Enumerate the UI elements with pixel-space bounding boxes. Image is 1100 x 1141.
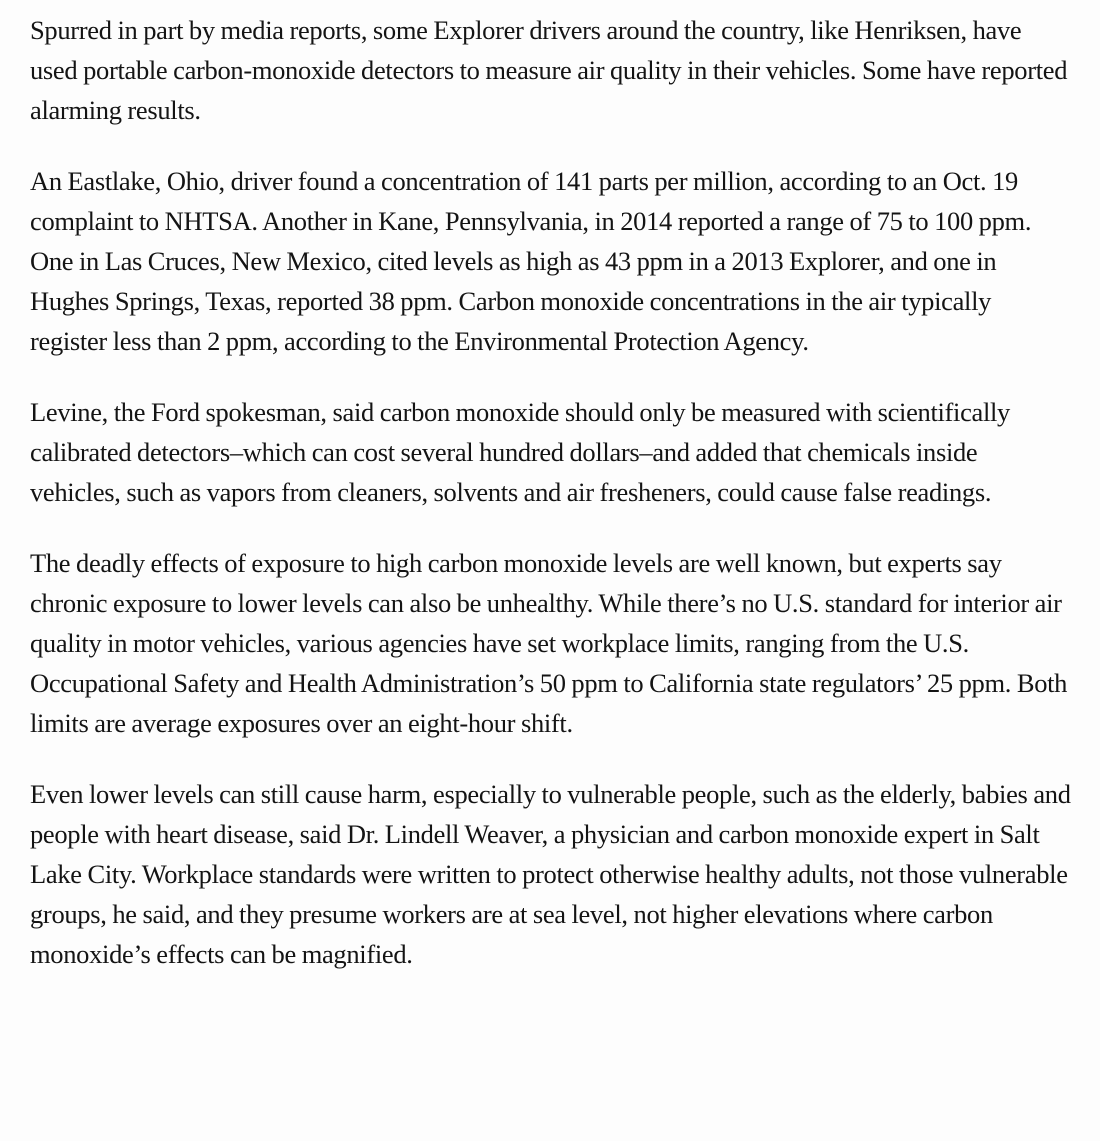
paragraph-vulnerable-groups: Even lower levels can still cause harm, especially to vulnerable people, such as the elderly, babies and people with heart disease, said Dr. Lindell Weaver, a physician and carbon monoxide expert in Salt Lake City. Workplace standards were written to protect otherwise healthy adults, not those vulnerable groups, he said, and they presume workers are at sea level, not higher elevations where carbon monoxide’s effects can be magnified. (30, 779, 1071, 969)
paragraph-ford-response: Levine, the Ford spokesman, said carbon monoxide should only be measured with scientifically calibrated detectors–which can cost several hundred dollars–and added that chemicals inside vehicles, such as vapors from cleaners, solvents and air fresheners, could cause false readings. (30, 397, 1010, 507)
paragraph-detectors-usage: Spurred in part by media reports, some Explorer drivers around the country, like Henriksen, have used portable carbon-monoxide detectors to measure air quality in their vehicles. Some have reported alarming results. (30, 15, 1068, 125)
paragraph-exposure-limits: The deadly effects of exposure to high carbon monoxide levels are well known, but experts say chronic exposure to lower levels can also be unhealthy. While there’s no U.S. standard for interior air quality in motor vehicles, various agencies have set workplace limits, ranging from the U.S. Occupational Safety and Health Administration’s 50 ppm to California state regulators’ 25 ppm. Both limits are average exposures over an eight-hour shift. (30, 548, 1068, 738)
paragraph-reported-readings: An Eastlake, Ohio, driver found a concentration of 141 parts per million, according to an Oct. 19 complaint to NHTSA. Another in Kane, Pennsylvania, in 2014 reported a range of 75 to 100 ppm. One in Las Cruces, New Mexico, cited levels as high as 43 ppm in a 2013 Explorer, and one in Hughes Springs, Texas, reported 38 ppm. Carbon monoxide concentrations in the air typically register less than 2 ppm, according to the Environmental Protection Agency. (30, 166, 1032, 356)
